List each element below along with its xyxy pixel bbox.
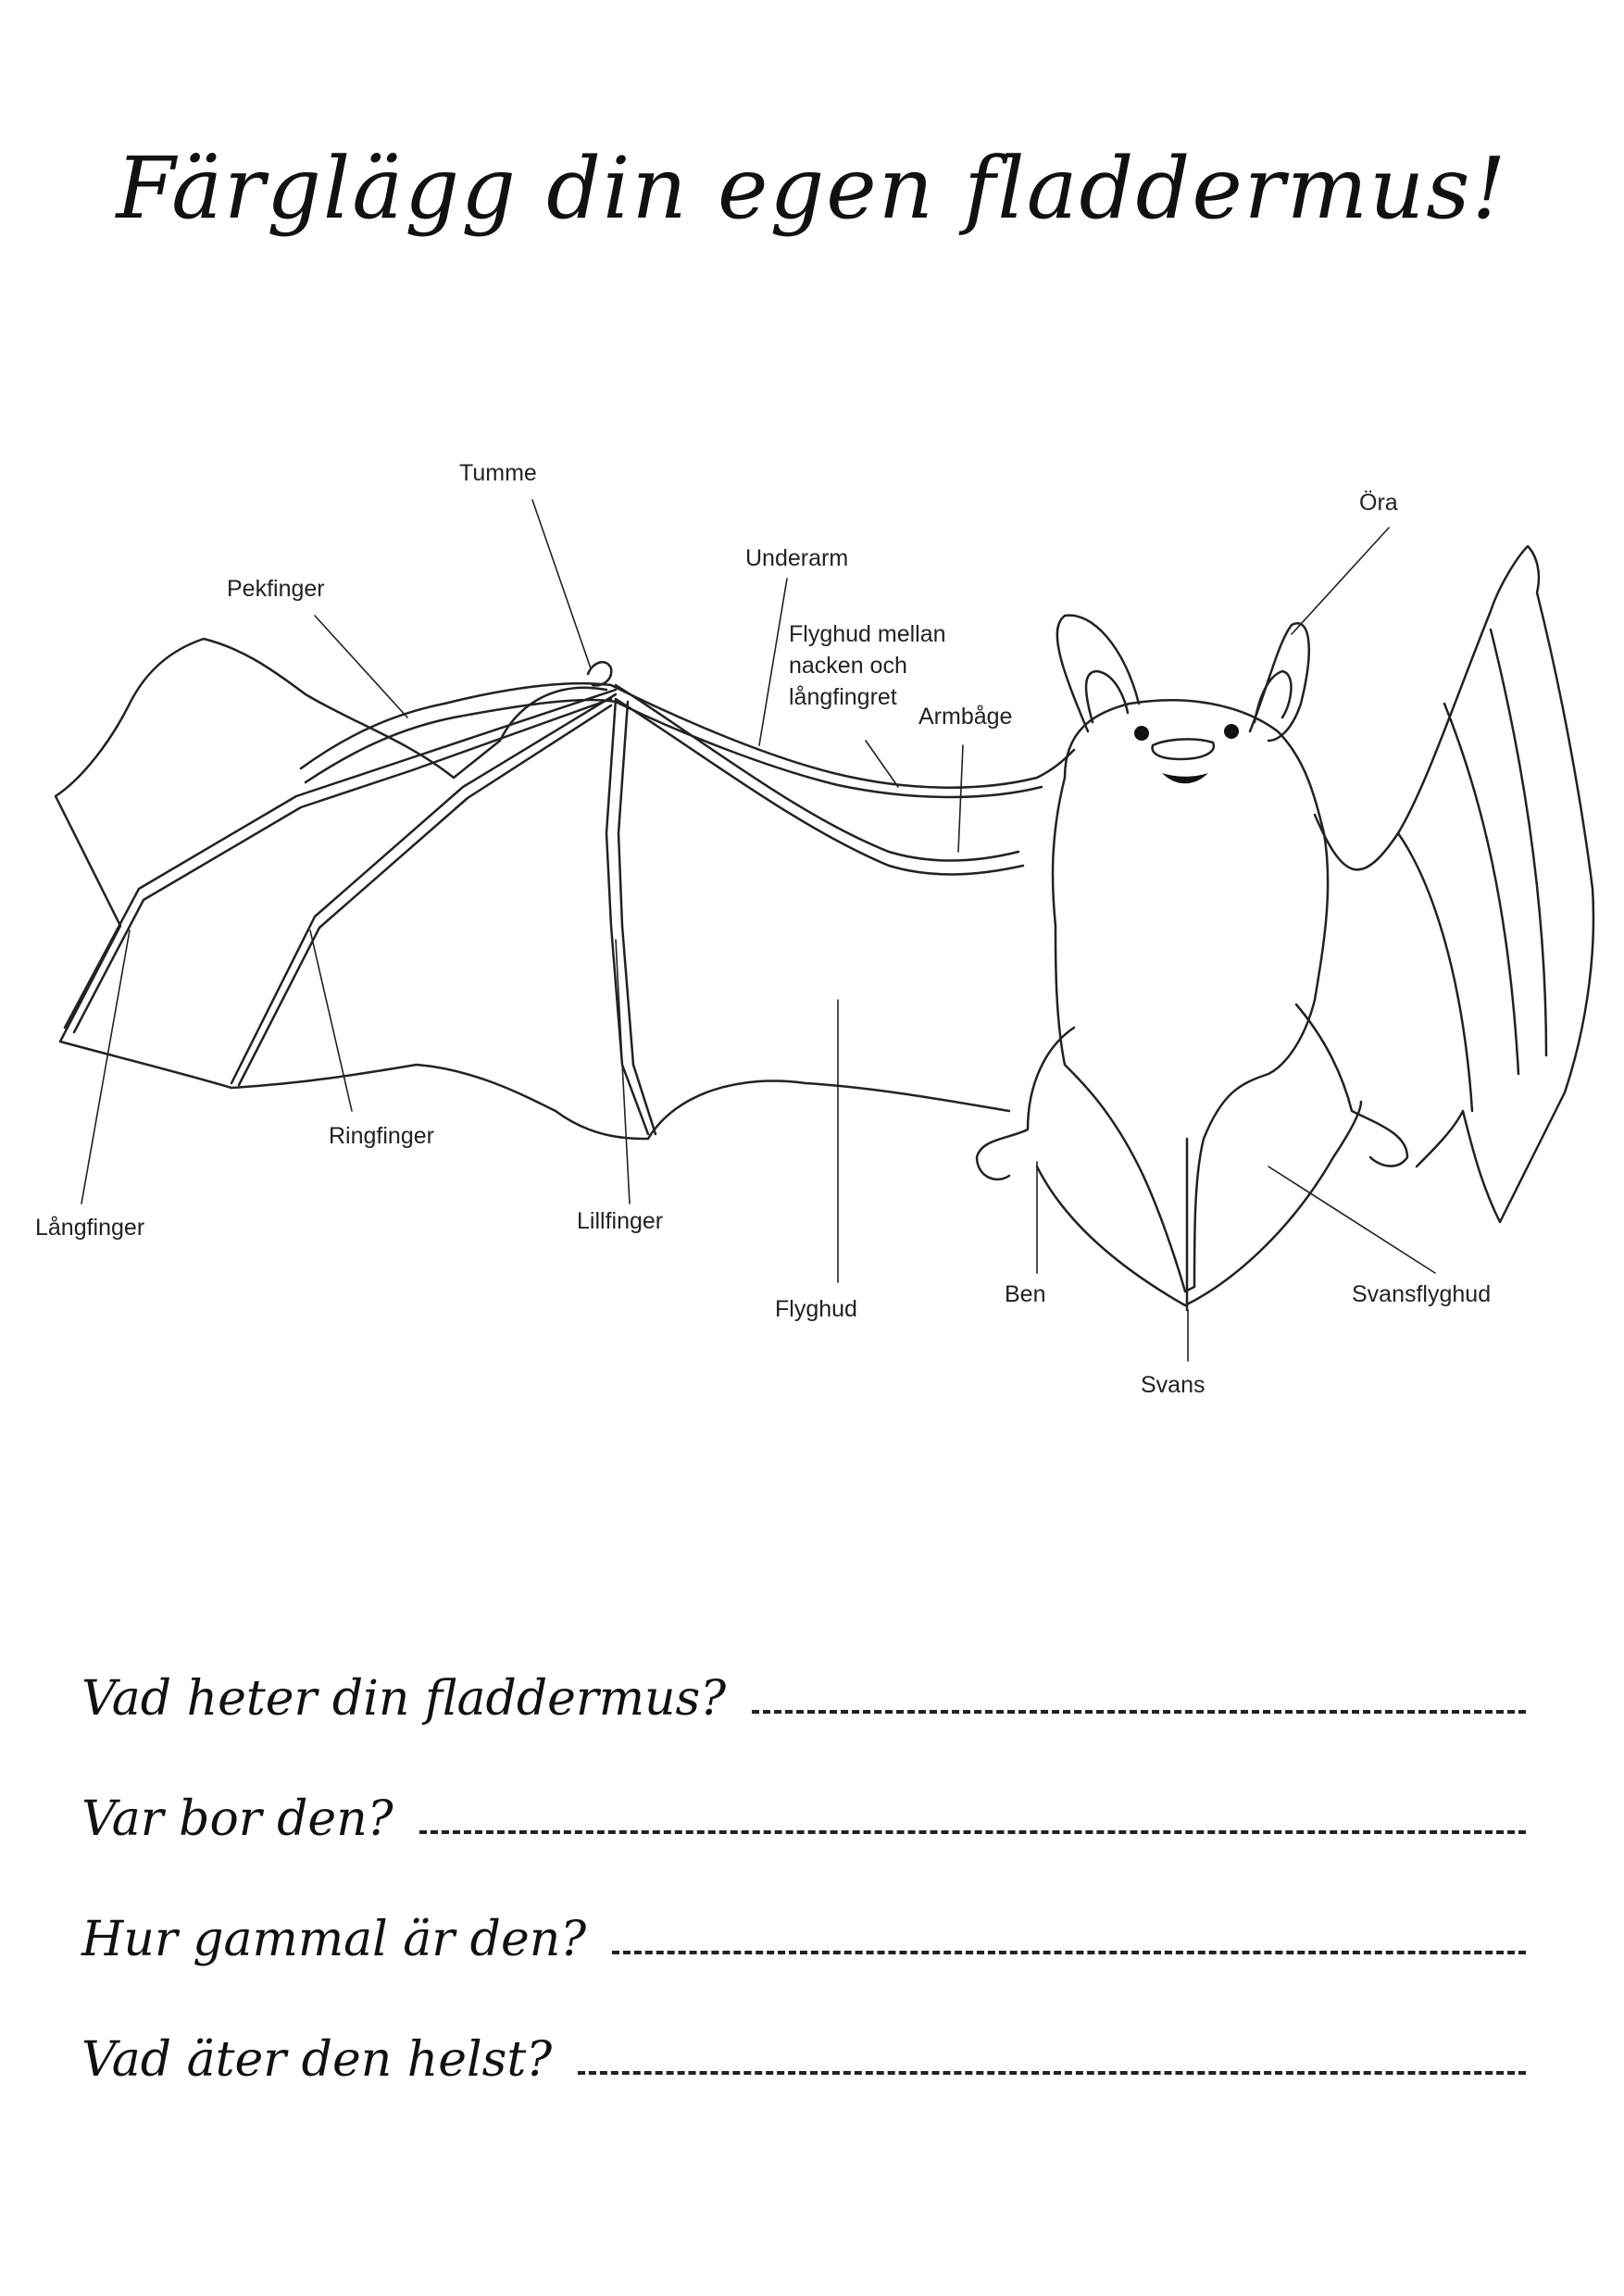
question-row bbox=[81, 1727, 1526, 1847]
pointer-svansflyghud bbox=[1268, 1167, 1435, 1273]
left-eye bbox=[1134, 726, 1149, 741]
label-svans: Svans bbox=[1141, 1372, 1206, 1398]
question-list bbox=[81, 1606, 1526, 2088]
tail-membrane bbox=[1037, 1102, 1361, 1305]
mouth bbox=[1162, 773, 1208, 783]
answer-line[interactable] bbox=[578, 2071, 1526, 2075]
right-ear bbox=[1250, 623, 1309, 741]
question-text: Hur gammal är den? bbox=[81, 1912, 587, 1967]
finger-bone-3 bbox=[606, 699, 648, 1134]
label-ora: Öra bbox=[1359, 490, 1398, 516]
left-leg bbox=[977, 1028, 1074, 1179]
question-row bbox=[81, 1967, 1526, 2088]
label-flyghud: Flyghud bbox=[775, 1296, 857, 1322]
body-outline bbox=[1053, 700, 1328, 1292]
answer-line[interactable] bbox=[752, 1710, 1526, 1714]
pointer-pekfinger bbox=[315, 616, 407, 718]
question-text: Vad heter din fladdermus? bbox=[81, 1671, 727, 1727]
pointer-tumme bbox=[532, 500, 591, 668]
question-text: Vad äter den helst? bbox=[81, 2032, 553, 2088]
label-armbage: Armbåge bbox=[918, 704, 1013, 730]
finger-bone-1 bbox=[65, 690, 616, 1028]
right-leg bbox=[1296, 1004, 1407, 1166]
page-title: Färglägg din egen fladdermus! bbox=[116, 139, 1508, 238]
label-flyghud-mellan: Flyghud mellan nacken och långfingret bbox=[789, 621, 946, 710]
label-pekfinger: Pekfinger bbox=[227, 576, 325, 602]
nose bbox=[1153, 739, 1214, 759]
right-eye bbox=[1224, 724, 1239, 739]
label-tumme: Tumme bbox=[459, 460, 537, 486]
pointer-ringfinger bbox=[310, 930, 352, 1111]
left-ear bbox=[1057, 616, 1139, 731]
question-row bbox=[81, 1606, 1526, 1727]
question-text: Var bor den? bbox=[81, 1791, 394, 1847]
label-ben: Ben bbox=[1005, 1281, 1046, 1307]
left-wing-outline bbox=[56, 639, 1009, 1139]
label-langfinger: Långfinger bbox=[35, 1215, 145, 1241]
thumb bbox=[588, 662, 611, 685]
pointer-armbage bbox=[958, 745, 963, 852]
label-lillfinger: Lillfinger bbox=[577, 1208, 664, 1234]
label-svansflyghud: Svansflyghud bbox=[1352, 1281, 1492, 1307]
label-underarm: Underarm bbox=[745, 545, 849, 571]
answer-line[interactable] bbox=[419, 1830, 1526, 1834]
pointer-underarm bbox=[759, 579, 787, 745]
question-row bbox=[81, 1847, 1526, 1967]
right-wing-outline bbox=[1315, 546, 1593, 1222]
pointer-ora bbox=[1292, 528, 1389, 634]
answer-line[interactable] bbox=[612, 1951, 1526, 1954]
label-ringfinger: Ringfinger bbox=[329, 1123, 434, 1149]
